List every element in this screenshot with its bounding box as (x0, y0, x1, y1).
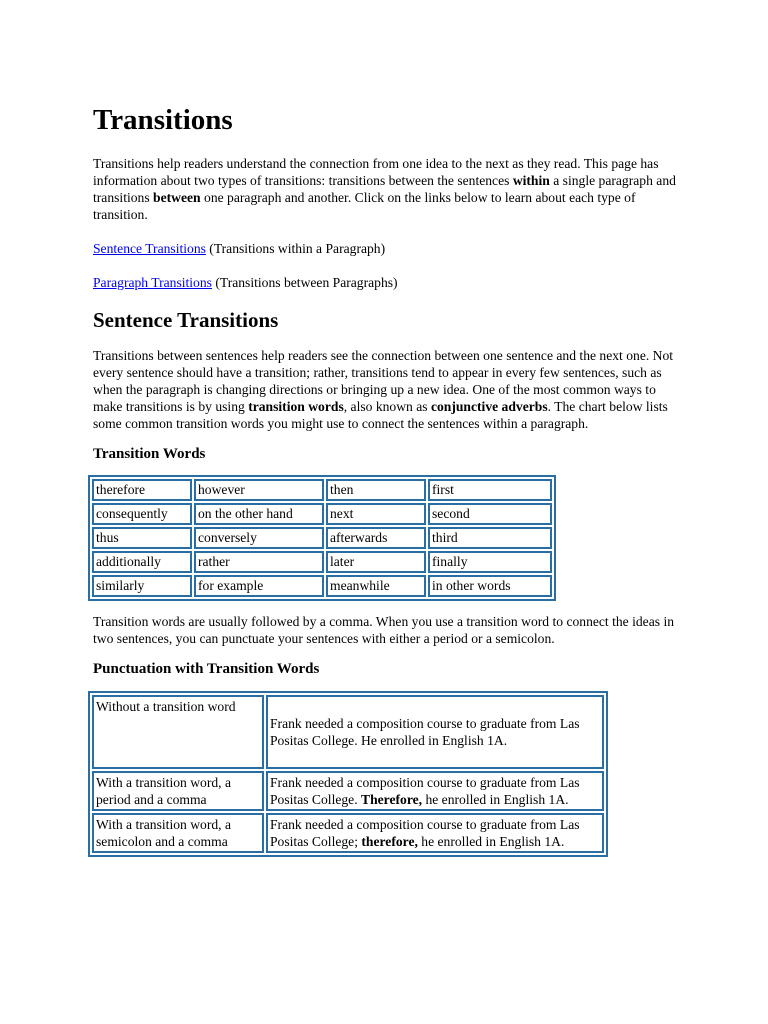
section-paragraph (93, 347, 683, 432)
table-row (92, 575, 552, 597)
table-cell: finally (428, 551, 552, 573)
table-cell: on the other hand (194, 503, 324, 525)
example-cell (266, 695, 604, 769)
table-cell: later (326, 551, 426, 573)
section-bold-transition-words: transition words (248, 399, 344, 414)
example-cell (266, 813, 604, 853)
intro-bold-between: between (153, 190, 201, 205)
table-cell: for example (194, 575, 324, 597)
table-cell: in other words (428, 575, 552, 597)
table-row (92, 551, 552, 573)
table-cell: however (194, 479, 324, 501)
example-text: Frank needed a composition course to graduate from Las Positas College. (270, 775, 580, 807)
example-text-after: he enrolled in English 1A. (422, 792, 569, 807)
table-row (92, 695, 604, 769)
table-cell: rather (194, 551, 324, 573)
table-cell: second (428, 503, 552, 525)
table-cell: thus (92, 527, 192, 549)
example-text-after: he enrolled in English 1A. (417, 834, 565, 849)
intro-paragraph (93, 155, 683, 223)
link-row-paragraph (93, 274, 683, 291)
sentence-transitions-link[interactable]: Sentence Transitions (93, 241, 206, 256)
example-bold: Therefore, (361, 792, 423, 807)
section-bold-conjunctive-adverbs: conjunctive adverbs (430, 399, 548, 414)
table-cell: first (428, 479, 552, 501)
section-heading: Sentence Transitions (93, 308, 279, 332)
section-text-3: . The chart below lists some common transition words you might use to connect the sentences within a paragraph. (93, 399, 668, 431)
example-text: Frank needed a composition course to graduate from Las Positas College. He enrolled in English 1A. (270, 716, 580, 748)
link-row-sentence (93, 240, 683, 257)
comma-paragraph: Transition words are usually followed by a comma. When you use a transition word to connect the ideas in two sentences, you can punctuate your sentences with either a period or a semicolon. (93, 614, 675, 646)
link-note: (Transitions within a Paragraph) (205, 241, 386, 256)
transition-words-heading: Transition Words (93, 446, 206, 462)
table-row (92, 813, 604, 853)
intro-text-2: a single paragraph and transitions (93, 173, 676, 205)
intro-bold-within: within (512, 173, 550, 188)
table-row (92, 479, 552, 501)
intro-text-1: Transitions help readers understand the connection from one idea to the next as they read. This page has information about two types of transitions: transitions between the sentences (93, 156, 659, 188)
link-note: (Transitions between Paragraphs) (211, 275, 398, 290)
row-label: Without a transition word (92, 695, 264, 769)
punctuation-heading: Punctuation with Transition Words (93, 661, 320, 677)
table-row (92, 771, 604, 811)
paragraph-transitions-link[interactable]: Paragraph Transitions (93, 275, 212, 290)
row-label: With a transition word, a semicolon and a comma (92, 813, 264, 853)
intro-text-3: one paragraph and another. Click on the links below to learn about each type of transition. (93, 190, 636, 222)
punctuation-table (88, 691, 608, 857)
section-text-1: Transitions between sentences help readers see the connection between one sentence and the next one. Not every sentence should have a transition; rather, transitions tend to appear in every few sentences, such as when the paragraph is changing directions or bringing up a new idea. One of the most common ways to make transitions is by using (93, 348, 674, 414)
table-cell: therefore (92, 479, 192, 501)
section-text-2: , also known as (343, 399, 431, 414)
table-cell: then (326, 479, 426, 501)
example-bold: therefore, (361, 834, 418, 849)
table-cell: next (326, 503, 426, 525)
transition-words-table (88, 475, 556, 601)
table-cell: consequently (92, 503, 192, 525)
document-page (93, 100, 683, 857)
table-cell: meanwhile (326, 575, 426, 597)
table-row (92, 527, 552, 549)
table-cell: third (428, 527, 552, 549)
table-cell: conversely (194, 527, 324, 549)
page-title: Transitions (93, 104, 233, 136)
table-cell: afterwards (326, 527, 426, 549)
example-text: Frank needed a composition course to graduate from Las Positas College; (270, 817, 580, 849)
table-row (92, 503, 552, 525)
table-cell: additionally (92, 551, 192, 573)
table-cell: similarly (92, 575, 192, 597)
row-label: With a transition word, a period and a comma (92, 771, 264, 811)
example-cell (266, 771, 604, 811)
